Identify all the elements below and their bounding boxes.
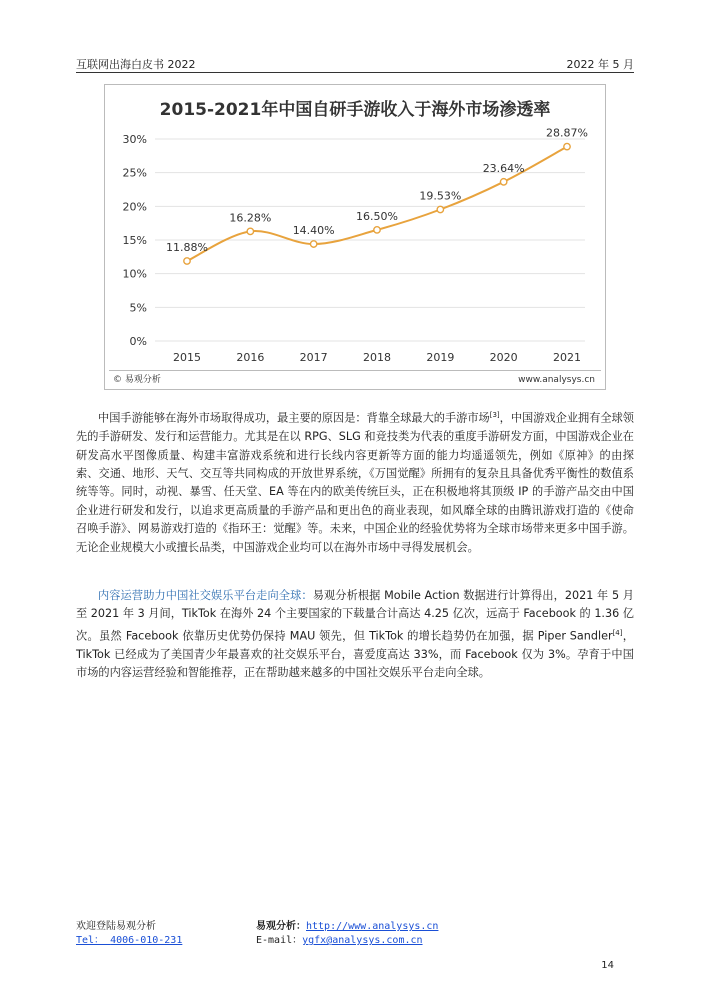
x-tick-label: 2017 — [299, 351, 328, 364]
data-point — [374, 227, 380, 233]
paragraph-mobile-games — [76, 406, 634, 557]
chart-canvas — [105, 85, 605, 389]
x-tick-label: 2019 — [426, 351, 455, 364]
paragraph-social-platforms — [76, 587, 634, 683]
data-point — [310, 241, 316, 247]
y-tick-label: 5% — [129, 301, 147, 315]
page-number: 14 — [601, 960, 614, 971]
data-point — [500, 179, 506, 185]
x-tick-label: 2020 — [489, 351, 518, 364]
y-tick-label: 30% — [122, 133, 147, 146]
p2-text-b: ，TikTok 已经成为了美国青少年最喜欢的社交娱乐平台，喜爱度高达 33%，而 Facebook 仅为 3%。孕育于中国市场的内容运营经验和智能推荐，正在帮助越来越多的中国社交娱乐平台走向全球。 — [76, 629, 634, 680]
chart-source-left: © 易观分析 — [113, 375, 161, 385]
x-tick-label: 2018 — [363, 351, 391, 364]
data-point — [184, 258, 190, 264]
y-tick-label: 25% — [122, 166, 147, 180]
x-tick-label: 2021 — [553, 351, 581, 364]
footer-tel-label: Tel： — [76, 935, 111, 946]
data-label: 16.50% — [356, 209, 398, 223]
penetration-chart — [104, 84, 606, 390]
footer-email-label: E-mail： — [256, 935, 303, 946]
p1-text-b: ，中国游戏企业拥有全球领先的手游研发、发行和运营能力。尤其是在以 RPG、SLG 和竞技类为代表的重度手游研发方面，中国游戏企业在研发高水平图像质量、构建丰富游戏系统和进行长线内容更新等方面的能力均遥遥领先，例如《原神》的由探索、交通、地形、天气、交互等共同构成的开放世界系统，《万国觉醒》所拥有的复杂且具备优秀平衡性的数值系统等等。同时，动视、暴雪、任天堂、EA 等在内的欧美传统巨头，正在积极地将其顶级 IP 的手游产品交由中国企业进行研发和发行，以追求更高质量的手游产品和更出色的商业表现，如风靡全球的由腾讯游戏打造的《使命召唤手游》、网易游戏打造的《指环王：觉醒》等。未来，中国企业的经验优势将为全球市场带来更多中国手游。无论企业规模大小或擅长品类，中国游戏企业均可以在海外市场中寻得发展机会。 — [76, 411, 634, 554]
p2-ref[interactable]: [4] — [612, 628, 623, 637]
chart-footer-divider — [109, 370, 601, 371]
data-label: 11.88% — [166, 241, 208, 255]
p1-ref[interactable]: [3] — [489, 411, 500, 419]
chart-title: 2015-2021年中国自研手游收入于海外市场渗透率 — [159, 100, 551, 120]
x-tick-label: 2016 — [236, 351, 265, 364]
data-point — [437, 206, 443, 212]
data-label: 23.64% — [482, 161, 525, 175]
page-header — [76, 56, 634, 72]
y-tick-label: 20% — [122, 200, 147, 214]
data-label: 14.40% — [292, 224, 335, 238]
x-tick-label: 2015 — [173, 351, 201, 364]
y-tick-label: 0% — [129, 335, 147, 348]
header-divider — [76, 72, 634, 73]
p2-highlight: 内容运营助力中国社交娱乐平台走向全球： — [98, 589, 313, 602]
data-point — [564, 143, 570, 149]
data-label: 19.53% — [419, 189, 462, 203]
header-left: 互联网出海白皮书 2022 — [76, 58, 196, 71]
p1-text-a: 中国手游能够在海外市场取得成功，最主要的原因是：背靠全球最大的手游市场 — [98, 411, 490, 425]
p2-text-a: 易观分析根据 Mobile Action 数据进行计算得出，2021 年 5 月至 2021 年 3 月间，TikTok 在海外 24 个主要国家的下载量合计高达 4.25 亿次，远高于 Facebook 的 1.36 亿次。虽然 Facebook 依靠历史优势仍保持 MAU 领先，但 TikTok 的增长趋势仍在加强，据 Piper Sandler — [76, 589, 634, 643]
data-label: 16.28% — [229, 211, 272, 225]
chart-source-right: www.analysys.cn — [518, 375, 595, 385]
header-right: 2022 年 5 月 — [566, 58, 634, 71]
footer-right — [256, 920, 438, 948]
footer-url-link[interactable]: http://www.analysys.cn — [306, 921, 439, 932]
footer-left — [76, 920, 182, 948]
data-label: 28.87% — [546, 126, 588, 140]
footer-email-link[interactable]: ygfx@analysys.com.cn — [302, 935, 423, 946]
y-tick-label: 15% — [122, 234, 147, 247]
footer-brand-label: 易观分析： — [256, 921, 306, 932]
footer-tel[interactable]: 4006-010-231 — [110, 935, 183, 946]
data-point — [247, 228, 253, 234]
y-tick-label: 10% — [122, 267, 147, 281]
footer-welcome: 欢迎登陆易观分析 — [76, 921, 156, 932]
